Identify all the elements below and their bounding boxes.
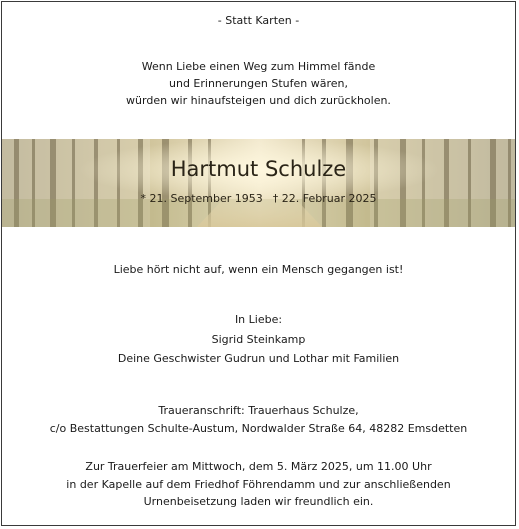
- deceased-name: Hartmut Schulze: [170, 157, 347, 181]
- death-date: † 22. Februar 2025: [272, 192, 377, 205]
- mourner-line-2: Deine Geschwister Gudrun und Lothar mit Familien: [117, 352, 400, 365]
- memorial-quote: Liebe hört nicht auf, wenn ein Mensch gegangen ist!: [113, 263, 404, 276]
- life-dates: [2, 191, 515, 207]
- funeral-line-3: Urnenbeisetzung laden wir freundlich ein.: [143, 495, 374, 508]
- funeral-line-1: Zur Trauerfeier am Mittwoch, dem 5. März 2025, um 11.00 Uhr: [85, 460, 432, 473]
- funeral-line-2: in der Kapelle auf dem Friedhof Föhrendamm und zur anschließenden: [66, 478, 451, 491]
- mourner-line-1: Sigrid Steinkamp: [211, 333, 306, 346]
- obituary-card: [1, 1, 516, 526]
- birth-date: * 21. September 1953: [140, 192, 263, 205]
- poem-line-3: würden wir hinaufsteigen und dich zurückholen.: [126, 94, 391, 107]
- forest-banner-image: [2, 139, 515, 227]
- poem-line-2: und Erinnerungen Stufen wären,: [169, 77, 348, 90]
- address-line-2: c/o Bestattungen Schulte-Austum, Nordwalder Straße 64, 48282 Emsdetten: [49, 422, 468, 435]
- mourners-intro: In Liebe:: [234, 313, 283, 326]
- statt-karten-text: - Statt Karten -: [217, 14, 300, 27]
- address-line-1: Traueranschrift: Trauerhaus Schulze,: [158, 404, 359, 417]
- poem-line-1: Wenn Liebe einen Weg zum Himmel fände: [141, 60, 376, 73]
